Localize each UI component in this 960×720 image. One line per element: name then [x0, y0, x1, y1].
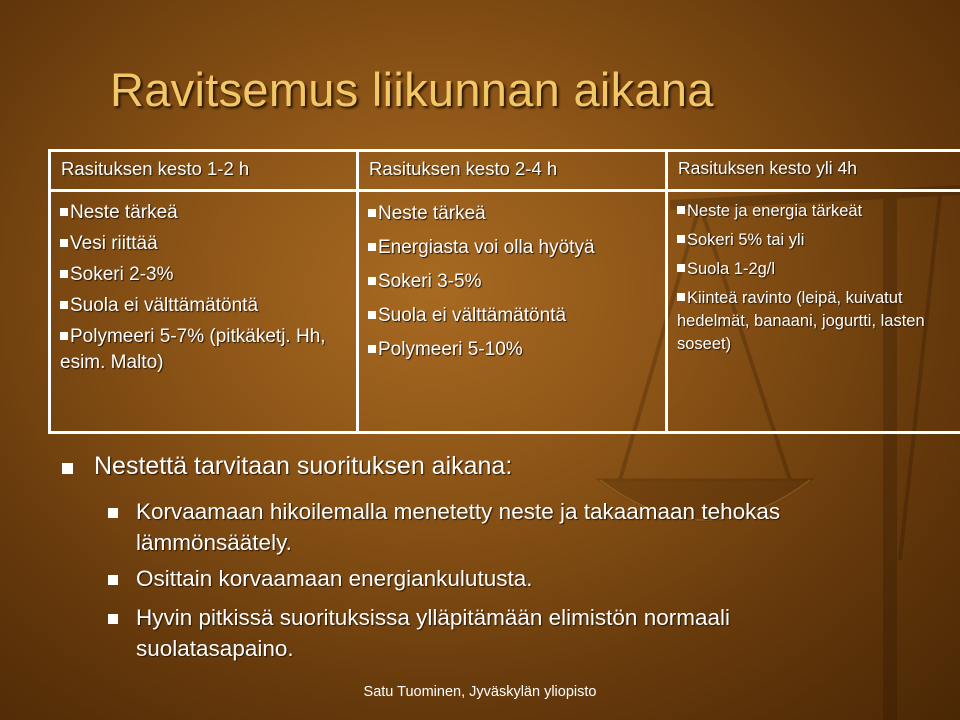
list-item: Suola 1-2g/l — [677, 258, 960, 281]
bullet-square-icon — [60, 332, 68, 340]
header-over-4h: Rasituksen kesto yli 4h — [667, 151, 960, 191]
list-item: Suola ei välttämätöntä — [60, 293, 346, 319]
list-item: Vesi riittää — [60, 231, 346, 257]
bullet-square-icon — [677, 206, 685, 214]
bullet-square-icon — [677, 235, 685, 243]
list-item: Energiasta voi olla hyötyä — [368, 234, 655, 261]
cell-1-2h — [50, 191, 358, 433]
bullet-square-icon — [108, 575, 118, 585]
duration-table — [48, 149, 960, 434]
header-1-2h: Rasituksen kesto 1-2 h — [50, 151, 358, 191]
bullet-item-energy: Osittain korvaamaan energiankulutusta. — [136, 566, 533, 591]
fluid-need-heading: Nestettä tarvitaan suorituksen aikana: — [94, 452, 513, 480]
slide-title: Ravitsemus liikunnan aikana — [110, 63, 714, 116]
bullet-square-icon — [368, 311, 376, 319]
bullet-square-icon — [108, 508, 118, 518]
bullet-square-icon — [60, 239, 68, 247]
list-item: Polymeeri 5-10% — [368, 336, 655, 363]
header-2-4h: Rasituksen kesto 2-4 h — [358, 151, 667, 191]
bullet-square-icon — [62, 463, 73, 474]
list-item: Neste tärkeä — [60, 200, 346, 226]
table-content-row — [50, 191, 960, 433]
bullet-square-icon — [368, 209, 376, 217]
list-item: Neste tärkeä — [368, 200, 655, 227]
bullet-square-icon — [677, 264, 685, 272]
table-header-row — [50, 151, 960, 191]
bullet-square-icon — [60, 208, 68, 216]
bullet-item-salt: Hyvin pitkissä suorituksissa ylläpitämään elimistön normaali suolatasapaino. — [136, 605, 730, 661]
bullet-square-icon — [677, 293, 685, 301]
list-item: Polymeeri 5-7% (pitkäketj. Hh, esim. Malto) — [60, 326, 326, 373]
bullet-square-icon — [368, 345, 376, 353]
list-item: Neste ja energia tärkeät — [677, 200, 960, 223]
list-item: Suola ei välttämätöntä — [368, 302, 655, 329]
bullet-item-sweat: Korvaamaan hikoilemalla menetetty neste ja takaamaan tehokas lämmönsäätely. — [136, 499, 781, 555]
cell-over-4h — [667, 191, 960, 433]
cell-2-4h — [358, 191, 667, 433]
footer-author: Satu Tuominen, Jyväskylän yliopisto — [363, 684, 597, 700]
list-item: Sokeri 5% tai yli — [677, 229, 960, 252]
list-item: Sokeri 2-3% — [60, 262, 346, 288]
list-item: Kiinteä ravinto (leipä, kuivatut hedelmät, banaani, jogurtti, lasten soseet) — [677, 289, 925, 353]
bullet-square-icon — [368, 243, 376, 251]
bullet-square-icon — [108, 614, 118, 624]
list-item: Sokeri 3-5% — [368, 268, 655, 295]
bullet-square-icon — [60, 270, 68, 278]
bullet-square-icon — [368, 277, 376, 285]
bullet-square-icon — [60, 301, 68, 309]
